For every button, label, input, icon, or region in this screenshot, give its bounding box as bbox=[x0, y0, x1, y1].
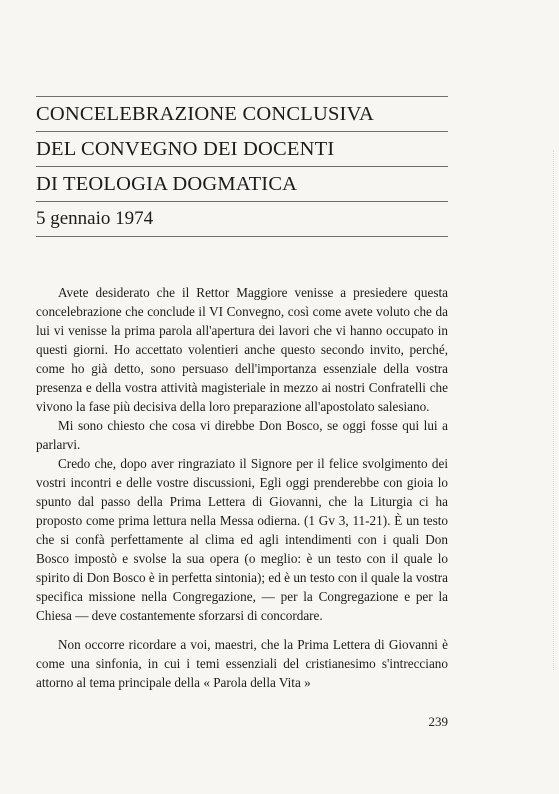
scan-edge-mark bbox=[553, 150, 555, 670]
title-line-2: DEL CONVEGNO DEI DOCENTI bbox=[36, 138, 335, 160]
title-block bbox=[36, 96, 448, 237]
body-text bbox=[36, 283, 448, 692]
paragraph-3: Credo che, dopo aver ringraziato il Signore per il felice svolgimento dei vostri incontri e delle vostre discussioni, Egli oggi prenderebbe con gioia lo spunto dal passo della Prima Lettera di Giovanni, che la Liturgia ci ha proposto come prima lettura nella Messa odierna. (1 Gv 3, 11-21). È un testo che si confà perfettamente al clima ed agli intendimenti con i quali Don Bosco impostò e svolse la sua opera (o meglio: è un testo con il quale lo spirito di Don Bosco è in perfetta sintonia); ed è un testo con il quale la vostra specifica missione nella Congregazione, — per la Congregazione e per la Chiesa — deve costantemente sforzarsi di concordare. bbox=[36, 456, 448, 623]
title-line-1: CONCELEBRAZIONE CONCLUSIVA bbox=[36, 103, 374, 125]
title-line-3: DI TEOLOGIA DOGMATICA bbox=[36, 173, 298, 195]
paragraph-4: Non occorre ricordare a voi, maestri, che la Prima Lettera di Giovanni è come una sinfonia, in cui i temi essenziali del cristianesimo s'intrecciano attorno al tema principale della « Parola della Vita » bbox=[36, 637, 448, 690]
paragraph-2: Mi sono chiesto che cosa vi direbbe Don Bosco, se oggi fosse qui lui a parlarvi. bbox=[36, 418, 448, 452]
page-number: 239 bbox=[428, 714, 448, 729]
paragraph-1: Avete desiderato che il Rettor Maggiore venisse a presiedere questa concelebrazione che conclude il VI Convegno, così come avete voluto che da lui vi venisse la prima parola all'apertura dei lavori che vi hanno occupato in questi giorni. Ho accettato volentieri anche questo secondo invito, perché, come ho già detto, sono persuaso dell'importanza essenziale della vostra presenza e della vostra attività magisteriale in mezzo ai nostri Confratelli che vivono la fase più decisiva della loro preparazione all'apostolato salesiano. bbox=[36, 285, 448, 414]
title-date: 5 gennaio 1974 bbox=[36, 208, 154, 229]
title-rule bbox=[36, 236, 448, 237]
